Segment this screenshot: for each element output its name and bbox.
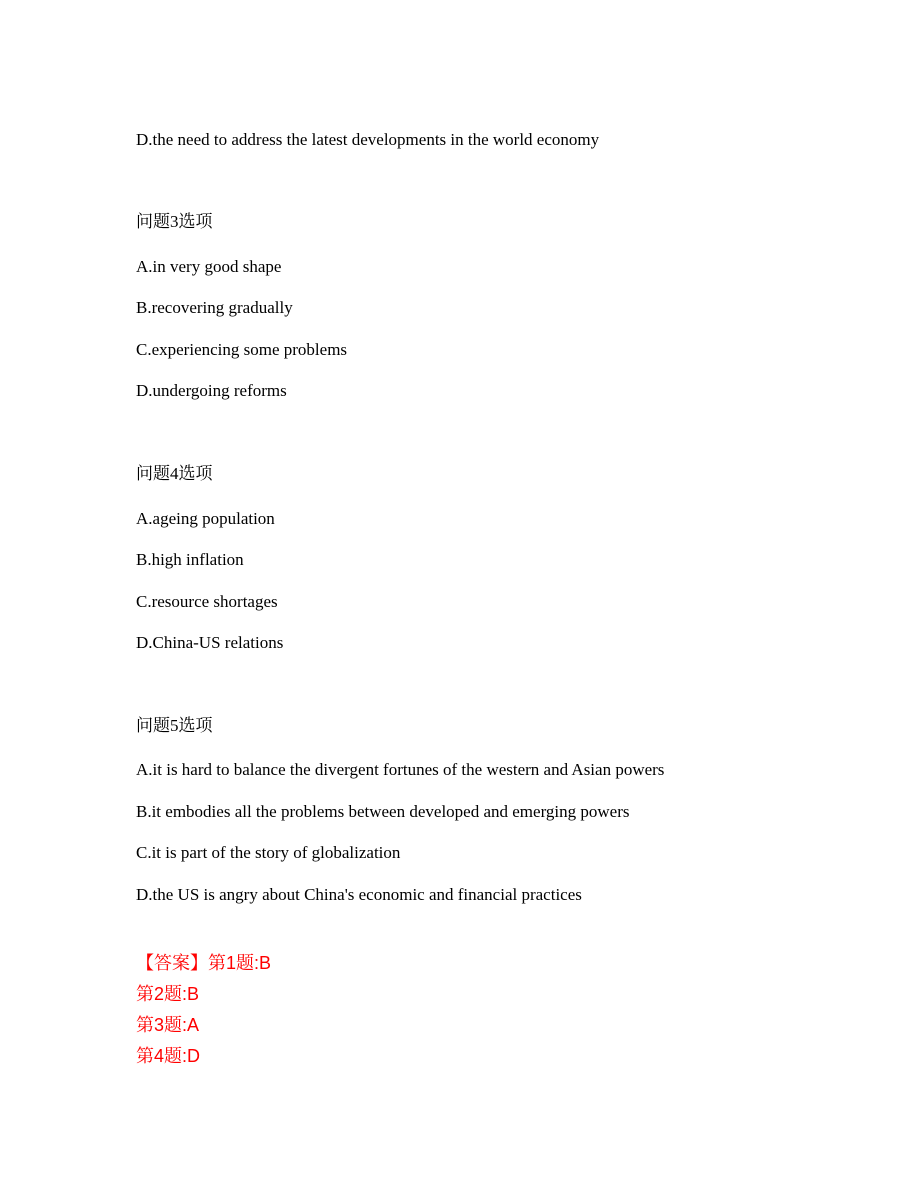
q4-option-d: D.China-US relations <box>136 633 284 652</box>
q4-option-b: B.high inflation <box>136 550 244 569</box>
q4-option-c: C.resource shortages <box>136 592 278 611</box>
answer-line-3: 第3题:A <box>136 1015 200 1035</box>
q3-option-d: D.undergoing reforms <box>136 381 287 400</box>
answer-line-2: 第2题:B <box>136 984 200 1004</box>
q5-heading: 问题5选项 <box>136 716 213 735</box>
q5-option-d: D.the US is angry about China's economic and financial practices <box>136 885 582 904</box>
q3-option-b: B.recovering gradually <box>136 298 293 317</box>
answer-line-1: 【答案】第1题:B <box>136 953 272 973</box>
q3-option-a: A.in very good shape <box>136 257 282 276</box>
q3-option-c: C.experiencing some problems <box>136 340 348 359</box>
answer-line-4: 第4题:D <box>136 1046 201 1066</box>
q4-heading: 问题4选项 <box>136 464 213 483</box>
q2-option-d: D.the need to address the latest developments in the world economy <box>136 130 600 149</box>
q5-option-b: B.it embodies all the problems between developed and emerging powers <box>136 802 630 821</box>
q5-option-c: C.it is part of the story of globalization <box>136 843 401 862</box>
q3-heading: 问题3选项 <box>136 212 213 231</box>
q4-option-a: A.ageing population <box>136 509 275 528</box>
q5-option-a: A.it is hard to balance the divergent fortunes of the western and Asian powers <box>136 760 665 779</box>
